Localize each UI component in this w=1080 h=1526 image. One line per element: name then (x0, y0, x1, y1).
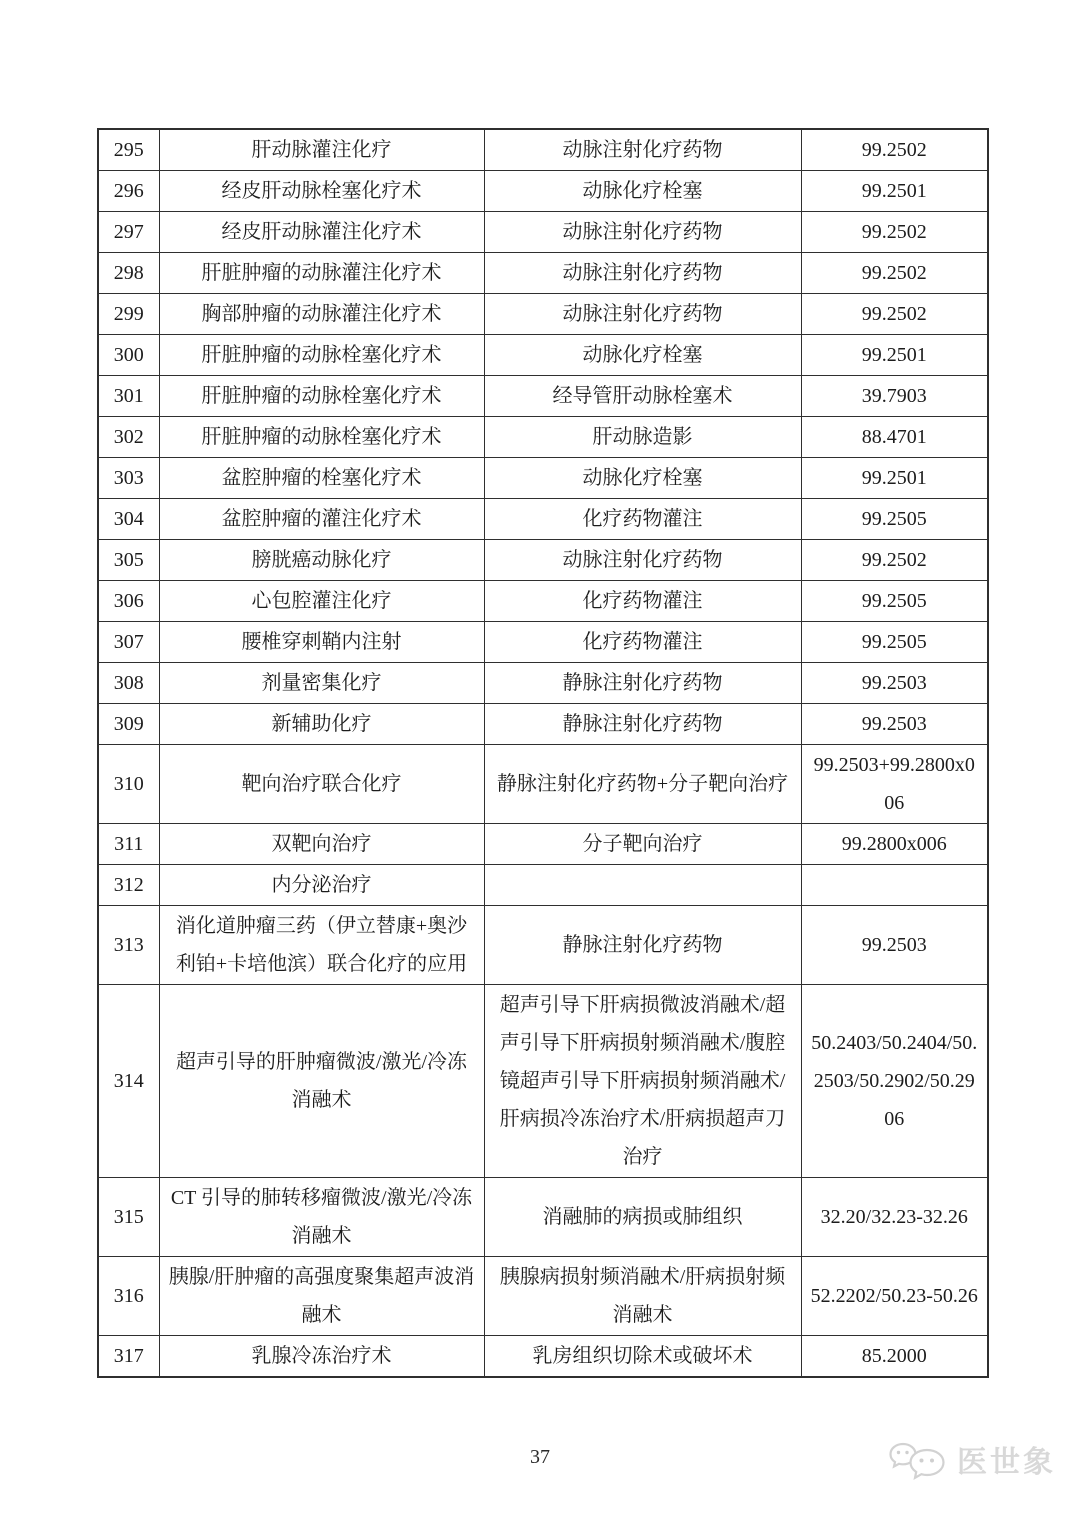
cell-no: 305 (98, 540, 159, 581)
table-row (98, 906, 988, 985)
cell-desc: 动脉化疗栓塞 (484, 458, 801, 499)
cell-no: 308 (98, 663, 159, 704)
cell-desc: 消融肺的病损或肺组织 (484, 1178, 801, 1257)
table-row (98, 704, 988, 745)
cell-no: 295 (98, 129, 159, 171)
cell-desc: 化疗药物灌注 (484, 622, 801, 663)
cell-no: 300 (98, 335, 159, 376)
cell-no: 312 (98, 865, 159, 906)
cell-code: 99.2503 (801, 906, 988, 985)
watermark (889, 1440, 1056, 1486)
cell-name: 盆腔肿瘤的栓塞化疗术 (159, 458, 484, 499)
table-row (98, 1336, 988, 1378)
cell-code: 99.2502 (801, 253, 988, 294)
cell-desc: 静脉注射化疗药物 (484, 704, 801, 745)
cell-code: 99.2505 (801, 499, 988, 540)
table-row (98, 458, 988, 499)
cell-no: 314 (98, 985, 159, 1178)
table-row (98, 663, 988, 704)
cell-no: 307 (98, 622, 159, 663)
cell-no: 313 (98, 906, 159, 985)
cell-no: 315 (98, 1178, 159, 1257)
cell-name: 胸部肿瘤的动脉灌注化疗术 (159, 294, 484, 335)
cell-no: 317 (98, 1336, 159, 1378)
table-row (98, 865, 988, 906)
cell-code: 99.2505 (801, 622, 988, 663)
cell-desc: 动脉化疗栓塞 (484, 335, 801, 376)
cell-desc: 动脉注射化疗药物 (484, 253, 801, 294)
cell-desc: 肝动脉造影 (484, 417, 801, 458)
cell-desc: 动脉注射化疗药物 (484, 294, 801, 335)
table-row (98, 171, 988, 212)
table-row (98, 824, 988, 865)
cell-desc (484, 865, 801, 906)
cell-desc: 动脉注射化疗药物 (484, 212, 801, 253)
cell-name: 双靶向治疗 (159, 824, 484, 865)
wechat-chat-bubbles-icon (889, 1440, 947, 1486)
cell-code: 50.2403/50.2404/50.2503/50.2902/50.2906 (801, 985, 988, 1178)
table-row (98, 622, 988, 663)
table-row (98, 417, 988, 458)
cell-no: 299 (98, 294, 159, 335)
cell-desc: 动脉化疗栓塞 (484, 171, 801, 212)
cell-name: 消化道肿瘤三药（伊立替康+奥沙利铂+卡培他滨）联合化疗的应用 (159, 906, 484, 985)
procedure-code-table (97, 128, 989, 1378)
cell-code: 99.2505 (801, 581, 988, 622)
cell-no: 316 (98, 1257, 159, 1336)
table-row (98, 376, 988, 417)
cell-name: 胰腺/肝肿瘤的高强度聚集超声波消融术 (159, 1257, 484, 1336)
cell-name: 心包腔灌注化疗 (159, 581, 484, 622)
table-row (98, 335, 988, 376)
cell-no: 302 (98, 417, 159, 458)
cell-no: 306 (98, 581, 159, 622)
table-row (98, 540, 988, 581)
cell-name: 经皮肝动脉栓塞化疗术 (159, 171, 484, 212)
table-row (98, 745, 988, 824)
cell-code: 99.2501 (801, 335, 988, 376)
cell-code (801, 865, 988, 906)
cell-code: 99.2502 (801, 129, 988, 171)
table-row (98, 499, 988, 540)
cell-desc: 分子靶向治疗 (484, 824, 801, 865)
cell-code: 88.4701 (801, 417, 988, 458)
cell-name: 剂量密集化疗 (159, 663, 484, 704)
cell-no: 311 (98, 824, 159, 865)
cell-code: 52.2202/50.23-50.26 (801, 1257, 988, 1336)
table-row (98, 581, 988, 622)
cell-code: 39.7903 (801, 376, 988, 417)
cell-name: 肝脏肿瘤的动脉栓塞化疗术 (159, 335, 484, 376)
cell-desc: 动脉注射化疗药物 (484, 540, 801, 581)
cell-name: 超声引导的肝肿瘤微波/激光/冷冻消融术 (159, 985, 484, 1178)
cell-name: 新辅助化疗 (159, 704, 484, 745)
cell-code: 99.2502 (801, 540, 988, 581)
cell-name: 经皮肝动脉灌注化疗术 (159, 212, 484, 253)
cell-code: 99.2501 (801, 171, 988, 212)
cell-desc: 胰腺病损射频消融术/肝病损射频消融术 (484, 1257, 801, 1336)
cell-no: 310 (98, 745, 159, 824)
cell-no: 296 (98, 171, 159, 212)
cell-code: 99.2503 (801, 663, 988, 704)
table-row (98, 212, 988, 253)
cell-desc: 静脉注射化疗药物 (484, 906, 801, 985)
cell-name: 盆腔肿瘤的灌注化疗术 (159, 499, 484, 540)
cell-code: 99.2503 (801, 704, 988, 745)
cell-name: 内分泌治疗 (159, 865, 484, 906)
table-row (98, 1178, 988, 1257)
cell-name: 靶向治疗联合化疗 (159, 745, 484, 824)
cell-code: 85.2000 (801, 1336, 988, 1378)
cell-code: 99.2502 (801, 294, 988, 335)
cell-no: 309 (98, 704, 159, 745)
cell-name: CT 引导的肺转移瘤微波/激光/冷冻消融术 (159, 1178, 484, 1257)
cell-code: 99.2501 (801, 458, 988, 499)
cell-desc: 经导管肝动脉栓塞术 (484, 376, 801, 417)
cell-code: 99.2503+99.2800x006 (801, 745, 988, 824)
cell-name: 腰椎穿刺鞘内注射 (159, 622, 484, 663)
table-row (98, 129, 988, 171)
cell-no: 303 (98, 458, 159, 499)
cell-no: 304 (98, 499, 159, 540)
cell-name: 肝动脉灌注化疗 (159, 129, 484, 171)
cell-name: 乳腺冷冻治疗术 (159, 1336, 484, 1378)
page-number: 37 (530, 1446, 550, 1468)
cell-code: 99.2800x006 (801, 824, 988, 865)
cell-name: 膀胱癌动脉化疗 (159, 540, 484, 581)
cell-desc: 化疗药物灌注 (484, 581, 801, 622)
cell-no: 297 (98, 212, 159, 253)
cell-no: 298 (98, 253, 159, 294)
cell-desc: 静脉注射化疗药物+分子靶向治疗 (484, 745, 801, 824)
watermark-brand-text: 医世象 (957, 1446, 1056, 1479)
cell-name: 肝脏肿瘤的动脉灌注化疗术 (159, 253, 484, 294)
cell-name: 肝脏肿瘤的动脉栓塞化疗术 (159, 417, 484, 458)
cell-desc: 乳房组织切除术或破坏术 (484, 1336, 801, 1378)
cell-no: 301 (98, 376, 159, 417)
cell-code: 32.20/32.23-32.26 (801, 1178, 988, 1257)
table-row (98, 294, 988, 335)
cell-name: 肝脏肿瘤的动脉栓塞化疗术 (159, 376, 484, 417)
table-row (98, 985, 988, 1178)
cell-desc: 化疗药物灌注 (484, 499, 801, 540)
table-row (98, 253, 988, 294)
cell-desc: 静脉注射化疗药物 (484, 663, 801, 704)
cell-code: 99.2502 (801, 212, 988, 253)
cell-desc: 超声引导下肝病损微波消融术/超声引导下肝病损射频消融术/腹腔镜超声引导下肝病损射频消融术/肝病损冷冻治疗术/肝病损超声刀治疗 (484, 985, 801, 1178)
cell-desc: 动脉注射化疗药物 (484, 129, 801, 171)
table-row (98, 1257, 988, 1336)
